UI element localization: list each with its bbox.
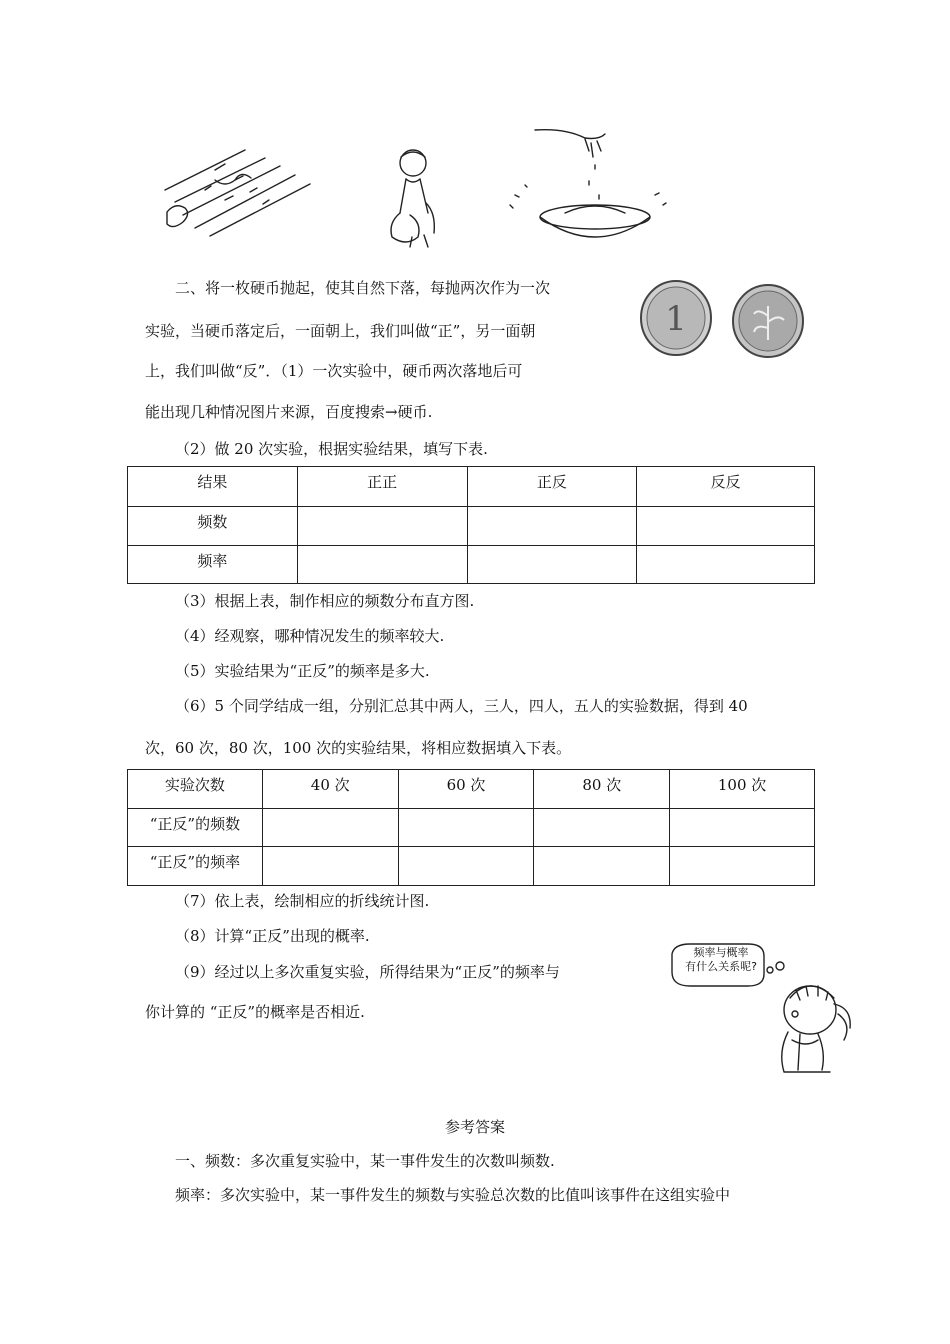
trials-table — [127, 769, 815, 886]
table-row-label: “正反”的频率 — [128, 847, 263, 886]
table-header-cell: 正反 — [467, 467, 637, 507]
question-7: （7）依上表，绘制相应的折线统计图. — [175, 892, 430, 910]
table-cell — [670, 809, 815, 847]
question-2: （2）做 20 次实验，根据实验结果，填写下表. — [175, 440, 488, 458]
table-row-label: “正反”的频数 — [128, 809, 263, 847]
table-cell — [467, 546, 637, 584]
table-cell — [467, 507, 637, 546]
table-row — [128, 546, 815, 584]
rain-hand-illustration — [155, 140, 315, 240]
table-cell — [670, 847, 815, 886]
svg-text:1: 1 — [665, 299, 687, 339]
table-header-cell: 结果 — [128, 467, 298, 507]
bubble-line2: 有什么关系呢? — [685, 960, 757, 973]
table-header-cell: 40 次 — [262, 770, 398, 809]
table-header-cell: 实验次数 — [128, 770, 263, 809]
table-row — [128, 507, 815, 546]
table-header-row — [128, 467, 815, 507]
table-cell — [637, 507, 815, 546]
question-4: （4）经观察，哪种情况发生的频率较大. — [175, 627, 445, 645]
table-cell — [262, 847, 398, 886]
question-9-line1: （9）经过以上多次重复实验，所得结果为“正反”的频率与 — [175, 963, 560, 981]
coin-back-image — [730, 282, 806, 360]
child-illustration — [380, 143, 450, 248]
question-9-line2: 你计算的 “正反”的概率是否相近. — [145, 1003, 365, 1021]
problem2-line3: 上，我们叫做“反”．（1）一次实验中，硬币两次落地后可 — [145, 362, 523, 380]
table-row — [128, 847, 815, 886]
table-row — [128, 809, 815, 847]
question-6-line2: 次，60 次，80 次，100 次的实验结果，将相应数据填入下表。 — [145, 739, 572, 757]
problem2-line2: 实验，当硬币落定后，一面朝上，我们叫做“正”，另一面朝 — [145, 322, 536, 340]
table-header-cell: 反反 — [637, 467, 815, 507]
table-header-cell: 100 次 — [670, 770, 815, 809]
question-3: （3）根据上表，制作相应的频数分布直方图. — [175, 592, 475, 610]
table-header-row — [128, 770, 815, 809]
table-cell — [262, 809, 398, 847]
table-cell — [534, 809, 670, 847]
problem2-line1: 二、将一枚硬币抛起，使其自然下落，每抛两次作为一次 — [175, 279, 551, 297]
question-6-line1: （6）5 个同学结成一组，分别汇总其中两人，三人，四人，五人的实验数据，得到 40 — [175, 697, 748, 715]
problem2-line4: 能出现几种情况图片来源，百度搜索→硬币. — [145, 403, 433, 421]
bubble-line1: 频率与概率 — [693, 946, 749, 959]
table-header-cell: 80 次 — [534, 770, 670, 809]
question-8: （8）计算“正反”出现的概率. — [175, 927, 370, 945]
table-row-label: 频率 — [128, 546, 298, 584]
table-header-cell: 60 次 — [398, 770, 534, 809]
table-cell — [398, 847, 534, 886]
question-5: （5）实验结果为“正反”的频率是多大. — [175, 662, 430, 680]
table-cell — [297, 546, 467, 584]
table-cell — [637, 546, 815, 584]
answers-line2: 频率：多次实验中，某一事件发生的频数与实验总次数的比值叫该事件在这组实验中 — [175, 1186, 731, 1204]
water-bowl-illustration — [495, 125, 675, 245]
answers-title: 参考答案 — [444, 1118, 505, 1136]
table-cell — [297, 507, 467, 546]
coin-front-image — [638, 278, 714, 358]
table-cell — [398, 809, 534, 847]
results-table — [127, 466, 815, 584]
table-row-label: 频数 — [128, 507, 298, 546]
table-header-cell: 正正 — [297, 467, 467, 507]
speech-bubble-text — [676, 946, 766, 974]
answers-line1: 一、频数：多次重复实验中，某一事件发生的次数叫频数. — [175, 1152, 555, 1170]
table-cell — [534, 847, 670, 886]
